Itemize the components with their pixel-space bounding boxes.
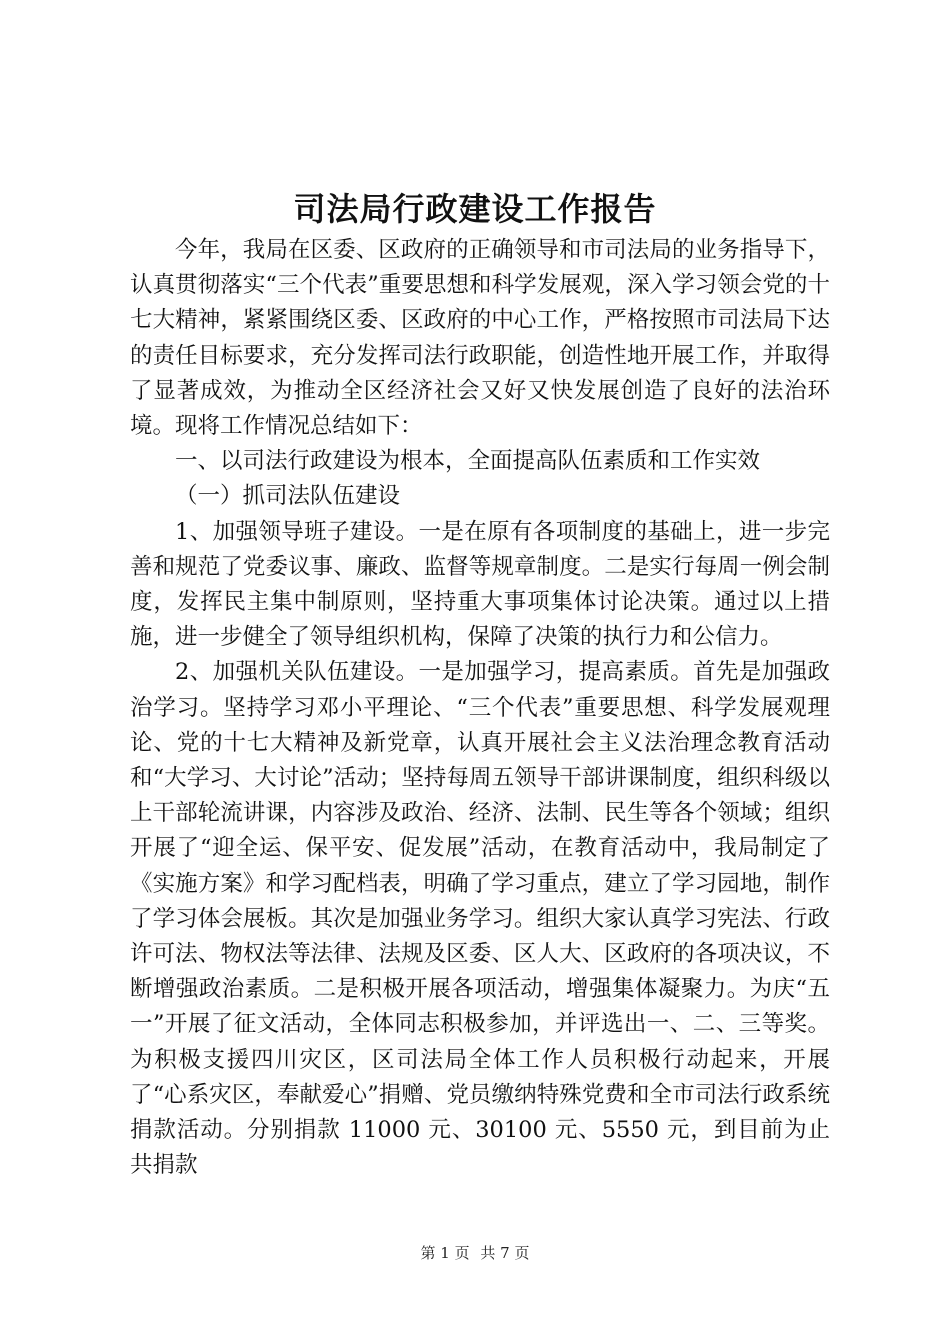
item-paragraph-2: 2、加强机关队伍建设。一是加强学习，提高素质。首先是加强政治学习。坚持学习邓小平理论、“三个代表”重要思想、科学发展观理论、党的十七大精神及新党章，认真开展社会主义法治理念教育活动和“大学习、大讨论”活动；坚持每周五领导干部讲课制度，组织科级以上干部轮流讲课，内容涉及政治、经济、法制、民生等各个领域；组织开展了“迎全运、保平安、促发展”活动，在教育活动中，我局制定了《实施方案》和学习配档表，明确了学习重点，建立了学习园地，制作了学习体会展板。其次是加强业务学习。组织大家认真学习宪法、行政许可法、物权法等法律、法规及区委、区人大、区政府的各项决议，不断增强政治素质。二是积极开展各项活动，增强集体凝聚力。为庆“五一”开展了征文活动，全体同志积极参加，并评选出一、二、三等奖。为积极支援四川灾区，区司法局全体工作人员积极行动起来，开展了“心系灾区，奉献爱心”捐赠、党员缴纳特殊党费和全市司法行政系统捐款活动。分别捐款 11000 元、30100 元、5550 元，到目前为止共捐款 xyxy=(130,659,830,1179)
page-number: 第 1 页 xyxy=(420,1244,470,1262)
document-title: 司法局行政建设工作报告 xyxy=(293,190,657,228)
page-footer xyxy=(0,1243,950,1263)
document-body xyxy=(130,233,830,1183)
section-heading-1: 一、以司法行政建设为根本，全面提高队伍素质和工作实效 xyxy=(175,448,761,475)
item-paragraph-1: 1、加强领导班子建设。一是在原有各项制度的基础上，进一步完善和规范了党委议事、廉政、监督等规章制度。二是实行每周一例会制度，发挥民主集中制原则，坚持重大事项集体讨论决策。通过以上措施，进一步健全了领导组织机构，保障了决策的执行力和公信力。 xyxy=(130,518,830,651)
page-total: 共 7 页 xyxy=(480,1244,530,1262)
intro-paragraph: 今年，我局在区委、区政府的正确领导和市司法局的业务指导下，认真贯彻落实“三个代表”重要思想和科学发展观，深入学习领会党的十七大精神，紧紧围绕区委、区政府的中心工作，严格按照市司法局下达的责任目标要求，充分发挥司法行政职能，创造性地开展工作，并取得了显著成效，为推动全区经济社会又好又快发展创造了良好的法治环境。现将工作情况总结如下： xyxy=(130,237,830,440)
subsection-heading-1: （一）抓司法队伍建设 xyxy=(175,483,401,510)
